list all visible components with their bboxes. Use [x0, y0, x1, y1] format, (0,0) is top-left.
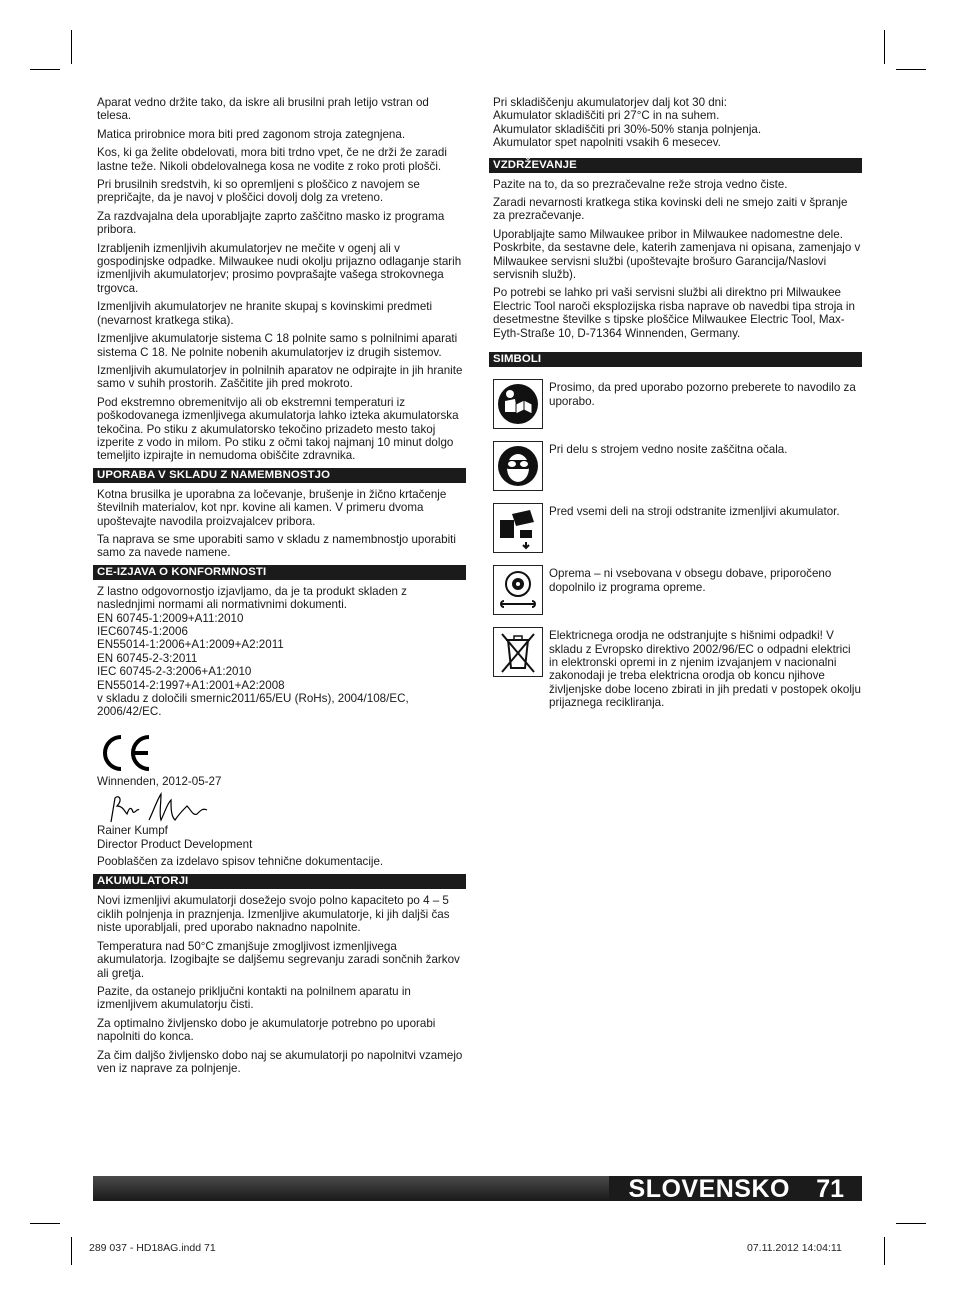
signer-title: Director Product Development [97, 837, 253, 851]
paragraph: Pazite, da ostanejo priključni kontakti na polnilnem aparatu in izmenljivem akumulatorju čisti. [97, 984, 411, 1012]
remove-battery-icon [493, 503, 543, 553]
storage-line: Akumulator skladiščiti pri 27°C in na suhem. [493, 109, 720, 123]
accessory-icon [493, 565, 543, 615]
paragraph: Izmenljive akumulatorje sistema C 18 polnite samo s polnilnimi aparati sistema C 18. Ne polnite nobenih akumulatorjev iz drugih sistemov. [97, 332, 458, 359]
paragraph: Ta naprava se sme uporabiti samo v skladu z namembnostjo uporabiti samo za navede namene. [97, 532, 456, 560]
ce-line: EN55014-2:1997+A1:2001+A2:2008 [97, 678, 285, 692]
symbol-text: Elektricnega orodja ne odstranjujte s hišnimi odpadki! V skladu z Evropsko direktivo 2002/96/EC o odpadni elektrici in elektronski opremi in z njenim izvajanjem v nacionalni zakonodaji je treba elektricna orodja ob koncu njihove življenjske dobe loceno zbirati in jih predati v postopek okolju prijaznega recikliranja. [549, 629, 861, 710]
ce-line: naslednjimi normami ali normativnimi dokumenti. [97, 598, 348, 612]
ce-line: EN55014-1:2006+A1:2009+A2:2011 [97, 638, 284, 652]
section-heading-maintenance: VZDRŽEVANJE [489, 158, 862, 173]
paragraph: Matica prirobnice mora biti pred zagonom stroja zategnjena. [97, 127, 406, 141]
crop-mark [884, 1237, 885, 1265]
crop-mark [30, 69, 60, 70]
symbol-row [493, 379, 862, 429]
footer-bar [93, 1176, 862, 1201]
paragraph: Za optimalno življensko dobo je akumulatorje potrebno po uporabi napolniti do konca. [97, 1016, 436, 1044]
paragraph: Za razdvajalna dela uporabljajte zaprto zaščitno masko iz programa pribora. [97, 209, 445, 237]
crop-mark [884, 30, 885, 64]
ce-line: v skladu z določili smernic2011/65/EU (RoHs), 2004/108/EC, [97, 692, 409, 706]
ce-declaration [93, 585, 466, 719]
paragraph: Pazite na to, da so prezračevalne reže stroja vedno čiste. [493, 177, 788, 191]
ce-line: EN 60745-2-3:2011 [97, 651, 198, 665]
paragraph: Uporabljajte samo Milwaukee pribor in Milwaukee nadomestne dele. Poskrbite, da sestavne dele, katerih zamenjava ni opisana, zamenjajo v Milwaukee servisni službi (upoštevajte brošuro Garancija/Naslovi servisnih služb). [493, 227, 861, 282]
read-manual-icon [493, 379, 543, 429]
intro-paragraphs [93, 96, 466, 463]
paragraph: Pri brusilnih sredstvih, ki so opremljeni s ploščico z navojem se prepričajte, da je navoj v ploščici dovolj dolg za vreteno. [97, 178, 420, 205]
ce-line: 2006/42/EC. [97, 705, 162, 719]
paragraph: Po potrebi se lahko pri vaši servisni službi ali direktno pri Milwaukee Electric Tool naroči eksplozijska risba naprave ob navedbi tipa stroja in desetmestne številke s tipske ploščice Milwaukee Electric Tool, Max-Eyth-Straße 10, D-71364 Winnenden, Germany. [493, 286, 855, 340]
place-date: Winnenden, 2012-05-27 [97, 774, 222, 788]
paragraph: Zaradi nevarnosti kratkega stika kovinski deli ne smejo zaiti v špranje za prezračevanje. [493, 196, 848, 223]
symbol-row [493, 503, 862, 553]
page-number: 71 [816, 1175, 844, 1203]
symbol-text: Prosimo, da pred uporabo pozorno preberete to navodilo za uporabo. [549, 381, 856, 408]
ce-line: IEC 60745-2-3:2006+A1:2010 [97, 665, 252, 679]
storage-info [489, 96, 862, 150]
crop-mark [71, 30, 72, 64]
paragraph: Izmenljivih akumulatorjev ne hranite skupaj s kovinskimi predmeti (nevarnost kratkega stika). [97, 300, 433, 327]
authorized-text: Pooblaščen za izdelavo spisov tehnične dokumentacije. [97, 855, 384, 869]
paragraph: Izrabljenih izmenljivih akumulatorjev ne mečite v ogenj ali v gospodinjske odpadke. Milwaukee nudi okolju prijazno odlaganje starih izmenljivih akumulatorjev; prosimo povprašajte vašega strokovnega trgovca. [97, 241, 462, 295]
paragraph: Temperatura nad 50°C zmanjšuje zmogljivost izmenljivega akumulatorja. Izogibajte se daljšemu segrevanju zaradi sončnih žarkov ali gretja. [97, 939, 460, 980]
right-column [489, 96, 862, 722]
paragraph: Kotna brusilka je uporabna za ločevanje, brušenje in žično krtačenje številnih materialov, kot npr. kovine ali kamen. V primeru dvoma upoštevajte navodila proizvajalcev pribora. [97, 487, 447, 528]
ce-mark-icon [93, 733, 466, 773]
symbol-text: Oprema – ni vsebovana v obsegu dobave, priporočeno dopolnilo iz programa opreme. [549, 567, 832, 594]
paragraph: Novi izmenljivi akumulatorji dosežejo svojo polno kapaciteto po 4 – 5 ciklih polnjenja in praznjenja. Izmenljive akumulatorje, ki jih daljši čas niste uporabljali, pred uporabo naknadno napolnite. [97, 894, 450, 935]
section-heading-symbols: SIMBOLI [489, 352, 862, 367]
signer-name: Rainer Kumpf [97, 824, 168, 838]
symbol-text: Pri delu s strojem vedno nosite zaščitna očala. [549, 443, 788, 457]
crop-mark [896, 69, 926, 70]
storage-line: Pri skladiščenju akumulatorjev dalj kot 30 dni: [493, 96, 727, 109]
ce-line: IEC60745-1:2006 [97, 625, 188, 638]
section-heading-ce: CE-IZJAVA O KONFORMNOSTI [93, 565, 466, 580]
crop-mark [30, 1223, 60, 1224]
symbol-row [493, 441, 862, 491]
slug-file: 289 037 - HD18AG.indd 71 [89, 1242, 216, 1254]
paragraph: Kos, ki ga želite obdelovati, mora biti trdno vpet, če ne drži že zaradi lastne teže. Nikoli obdelovalnega kosa ne vodite z roko proti plošči. [97, 146, 447, 173]
ce-line: EN 60745-1:2009+A11:2010 [97, 611, 244, 625]
section-heading-batteries: AKUMULATORJI [93, 874, 466, 889]
section-heading-use: UPORABA V SKLADU Z NAMEMBNOSTJO [93, 468, 466, 483]
symbol-text: Pred vsemi deli na stroji odstranite izmenljivi akumulator. [549, 505, 840, 519]
symbol-row [493, 565, 862, 615]
footer-language: SLOVENSKO [628, 1175, 790, 1203]
storage-line: Akumulator skladiščiti pri 30%-50% stanja polnjenja. [493, 122, 762, 136]
paragraph: Aparat vedno držite tako, da iskre ali brusilni prah letijo vstran od telesa. [97, 96, 429, 123]
ce-line: Z lastno odgovornostjo izjavljamo, da je ta produkt skladen z [97, 584, 407, 598]
symbol-row [493, 627, 862, 709]
safety-goggles-icon [493, 441, 543, 491]
storage-line: Akumulator spet napolniti vsakih 6 mesecev. [493, 136, 721, 150]
signature-icon [93, 792, 466, 824]
crop-mark [896, 1223, 926, 1224]
paragraph: Za čim daljšo življensko dobo naj se akumulatorji po napolnitvi vzamejo ven iz naprave za polnjenje. [97, 1048, 463, 1075]
paragraph: Izmenljivih akumulatorjev in polnilnih aparatov ne odpirajte in jih hranite samo v suhih prostorih. Zaščitite jih pred mokroto. [97, 363, 463, 391]
crop-mark [71, 1237, 72, 1265]
weee-bin-icon [493, 627, 543, 677]
paragraph: Pod ekstremno obremenitvijo ali ob ekstremni temperaturi iz poškodovanega izmenljivega akumulatorja lahko izteka akumulatorska tekočina. Po stiku z akumulatorsko tekočino prizadeto mesto takoj izperite z vodo in milom. Po stiku z očmi takoj najmanj 10 minut dolgo temeljito izpirajte in nemudoma obiščite zdravnika. [97, 395, 459, 463]
slug-datetime: 07.11.2012 14:04:11 [747, 1242, 842, 1254]
left-column [93, 96, 466, 1080]
